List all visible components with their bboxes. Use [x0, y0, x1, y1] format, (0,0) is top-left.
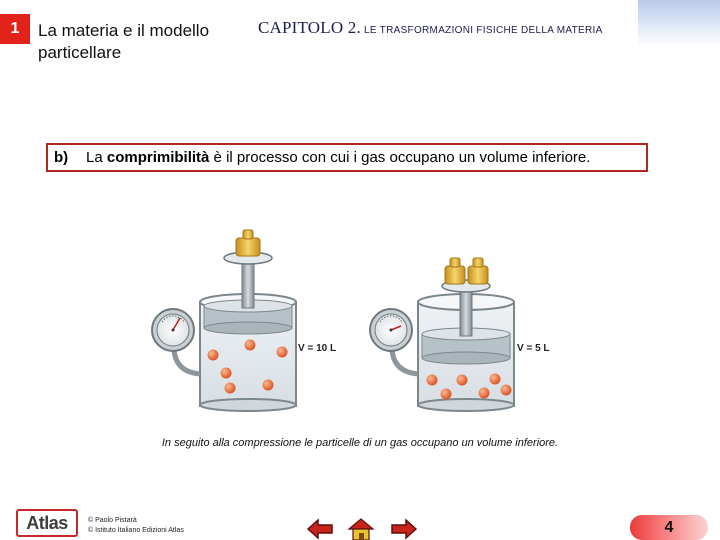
- page-number: 4: [630, 515, 708, 540]
- definition-text-before: La: [86, 149, 107, 166]
- right-cylinder: [418, 258, 514, 411]
- home-button[interactable]: [346, 516, 376, 540]
- definition-text: [86, 149, 590, 166]
- left-pressure-gauge: [152, 309, 200, 374]
- definition-text-after: è il processo con cui i gas occupano un volume inferiore.: [209, 149, 591, 166]
- left-cylinder: [200, 230, 296, 411]
- atlas-logo: Atlas: [16, 509, 78, 537]
- credits: [88, 516, 184, 536]
- definition-term: comprimibilità: [106, 149, 210, 166]
- right-pressure-gauge: [370, 309, 418, 374]
- chapter-header: [258, 18, 603, 38]
- corner-decoration: [638, 0, 720, 46]
- right-volume-label: V = 5 L: [517, 343, 550, 354]
- left-volume-label: V = 10 L: [298, 343, 337, 354]
- chapter-label: CAPITOLO 2.: [258, 18, 361, 37]
- definition-box: [46, 143, 648, 172]
- gas-compression-illustration: [140, 222, 560, 414]
- left-arrow-icon: [305, 516, 335, 540]
- credit-author: © Paolo Pistarà: [88, 517, 137, 524]
- right-arrow-icon: [389, 516, 419, 540]
- figure-caption: In seguito alla compressione le particelle di un gas occupano un volume inferiore.: [161, 437, 559, 449]
- next-button[interactable]: [389, 516, 419, 540]
- credit-publisher: © Istituto Italiano Edizioni Atlas: [88, 527, 184, 534]
- chapter-subtitle: LE TRASFORMAZIONI FISICHE DELLA MATERIA: [363, 25, 603, 36]
- previous-button[interactable]: [305, 516, 335, 540]
- home-icon: [346, 516, 376, 540]
- definition-letter: b): [54, 149, 69, 166]
- section-title: La materia e il modello particellare: [38, 21, 210, 62]
- chapter-number-badge: 1: [0, 14, 30, 44]
